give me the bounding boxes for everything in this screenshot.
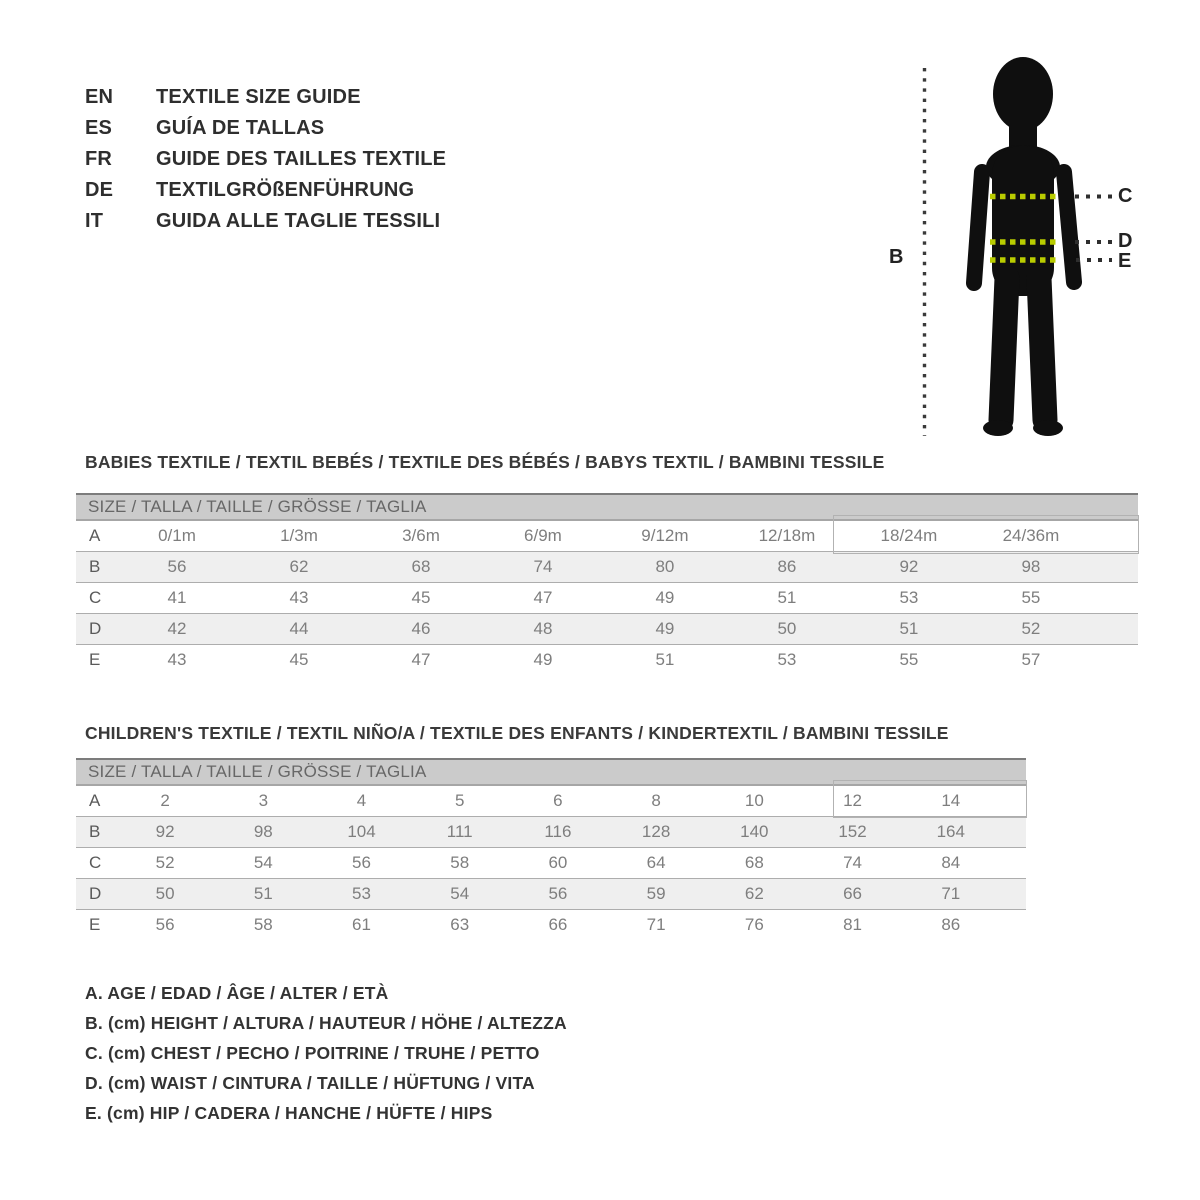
- size-cell: 63: [450, 915, 470, 934]
- size-cell: 56: [116, 552, 238, 583]
- size-cell: 50: [726, 614, 848, 645]
- language-label: GUIDA ALLE TAGLIE TESSILI: [156, 210, 441, 232]
- size-cell: 98: [214, 817, 312, 848]
- size-cell: 84: [941, 853, 961, 872]
- size-cell: 56: [155, 915, 175, 934]
- measurement-label-b: B: [889, 246, 904, 268]
- size-cell: 3/6m: [402, 526, 440, 545]
- language-row: [85, 113, 446, 144]
- table-row-c: [76, 583, 1138, 614]
- legend-line: B. (cm) HEIGHT / ALTURA / HAUTEUR / HÖHE / ALTEZZA: [85, 1013, 567, 1033]
- size-cell: 60: [548, 853, 568, 872]
- size-cell: 47: [533, 588, 553, 607]
- size-cell: 48: [482, 614, 604, 645]
- filler-cell: [1000, 879, 1026, 910]
- size-cell: 5: [454, 791, 465, 810]
- size-cell: 24/36m: [1002, 526, 1060, 545]
- size-cell: 140: [705, 817, 803, 848]
- filler-cell: [1000, 817, 1026, 848]
- size-cell: 54: [253, 853, 273, 872]
- row-label: B: [76, 817, 116, 848]
- legend-line: E. (cm) HIP / CADERA / HANCHE / HÜFTE / HIPS: [85, 1103, 493, 1123]
- size-cell: 42: [116, 614, 238, 645]
- size-cell: 14: [941, 791, 961, 810]
- size-cell: 98: [970, 552, 1092, 583]
- row-label: B: [76, 552, 116, 583]
- size-cell: 54: [411, 879, 509, 910]
- legend-line: D. (cm) WAIST / CINTURA / TAILLE / HÜFTUNG / VITA: [85, 1073, 535, 1093]
- size-cell: 55: [899, 650, 919, 669]
- size-cell: 56: [352, 853, 371, 872]
- size-cell: 52: [155, 853, 175, 872]
- row-label: C: [89, 853, 102, 872]
- size-cell: 56: [509, 879, 607, 910]
- size-cell: 62: [238, 552, 360, 583]
- filler-cell: [1000, 848, 1026, 879]
- size-cell: 71: [902, 879, 1000, 910]
- size-cell: 12/18m: [758, 526, 816, 545]
- size-cell: 49: [533, 650, 553, 669]
- child-silhouette-figure: [860, 40, 1200, 460]
- size-cell: 152: [803, 817, 901, 848]
- size-cell: 2: [160, 791, 170, 810]
- size-cell: 164: [902, 817, 1000, 848]
- size-cell: 18/24m: [880, 526, 938, 545]
- language-row: [85, 144, 446, 175]
- size-cell: 58: [450, 853, 470, 872]
- language-code: DE: [85, 179, 114, 201]
- size-cell: 116: [509, 817, 607, 848]
- children-size-highlight-box: [833, 780, 1027, 818]
- size-cell: 41: [167, 588, 187, 607]
- size-cell: 111: [411, 817, 509, 848]
- legend-line: A. AGE / EDAD / ÂGE / ALTER / ETÀ: [85, 983, 389, 1003]
- size-cell: 71: [646, 915, 666, 934]
- size-cell: 44: [238, 614, 360, 645]
- size-cell: 53: [312, 879, 410, 910]
- filler-cell: [1092, 645, 1138, 676]
- size-cell: 12: [843, 791, 862, 810]
- size-cell: 76: [744, 915, 764, 934]
- size-cell: 86: [941, 915, 961, 934]
- table-row-e: [76, 910, 1026, 941]
- size-cell: 43: [167, 650, 187, 669]
- size-cell: 3: [258, 791, 269, 810]
- table-row-d: [76, 614, 1138, 645]
- size-cell: 128: [607, 817, 705, 848]
- size-cell: 47: [411, 650, 431, 669]
- size-cell: 9/12m: [641, 526, 689, 545]
- child-silhouette-icon: [974, 57, 1074, 436]
- size-cell: 43: [289, 588, 309, 607]
- language-label: GUIDE DES TAILLES TEXTILE: [156, 148, 447, 170]
- size-cell: 6: [553, 791, 563, 810]
- size-cell: 53: [777, 650, 797, 669]
- size-cell: 50: [116, 879, 214, 910]
- size-cell: 68: [360, 552, 482, 583]
- size-cell: 66: [548, 915, 568, 934]
- language-code: ES: [85, 117, 113, 139]
- table-row-c: [76, 848, 1026, 879]
- language-row: [85, 206, 446, 237]
- size-cell: 51: [655, 650, 675, 669]
- filler-cell: [1092, 614, 1138, 645]
- table-row-b: [76, 552, 1138, 583]
- measurement-label-d: D: [1118, 230, 1133, 252]
- measurement-legend: [85, 978, 567, 1128]
- size-cell: 53: [899, 588, 919, 607]
- size-table-header: SIZE / TALLA / TAILLE / GRÖSSE / TAGLIA: [76, 759, 1026, 785]
- size-cell: 51: [848, 614, 970, 645]
- filler-cell: [1092, 583, 1138, 614]
- size-cell: 51: [777, 588, 797, 607]
- language-label: TEXTILE SIZE GUIDE: [156, 86, 361, 108]
- size-cell: 61: [352, 915, 371, 934]
- size-cell: 0/1m: [158, 526, 196, 545]
- legend-line: C. (cm) CHEST / PECHO / POITRINE / TRUHE / PETTO: [85, 1043, 540, 1063]
- size-cell: 81: [843, 915, 862, 934]
- row-label: D: [76, 879, 116, 910]
- size-cell: 45: [289, 650, 309, 669]
- row-label: A: [89, 526, 101, 545]
- size-cell: 80: [604, 552, 726, 583]
- language-row: [85, 175, 446, 206]
- size-cell: 92: [116, 817, 214, 848]
- size-cell: 74: [843, 853, 862, 872]
- measurement-label-e: E: [1118, 250, 1132, 272]
- row-label: E: [89, 650, 101, 669]
- size-cell: 4: [356, 791, 367, 810]
- size-cell: 49: [655, 588, 675, 607]
- table-row-b: [76, 817, 1026, 848]
- children-table-title: CHILDREN'S TEXTILE / TEXTIL NIÑO/A / TEXTILE DES ENFANTS / KINDERTEXTIL / BAMBINI TESSILE: [85, 723, 949, 743]
- row-label: D: [76, 614, 116, 645]
- size-cell: 68: [744, 853, 764, 872]
- language-code: IT: [85, 210, 104, 232]
- size-cell: 52: [970, 614, 1092, 645]
- language-row: [85, 82, 446, 113]
- size-cell: 86: [726, 552, 848, 583]
- size-cell: 1/3m: [280, 526, 318, 545]
- row-label: E: [89, 915, 101, 934]
- size-cell: 62: [705, 879, 803, 910]
- measurement-label-c: C: [1118, 185, 1133, 207]
- size-cell: 55: [1021, 588, 1041, 607]
- size-table-header: SIZE / TALLA / TAILLE / GRÖSSE / TAGLIA: [76, 494, 1138, 520]
- filler-cell: [1092, 552, 1138, 583]
- babies-table-title: BABIES TEXTILE / TEXTIL BEBÉS / TEXTILE DES BÉBÉS / BABYS TEXTIL / BAMBINI TESSILE: [85, 452, 885, 472]
- size-cell: 74: [482, 552, 604, 583]
- table-row-e: [76, 645, 1138, 676]
- size-cell: 45: [411, 588, 431, 607]
- size-cell: 59: [607, 879, 705, 910]
- size-cell: 49: [604, 614, 726, 645]
- language-label: GUÍA DE TALLAS: [156, 117, 325, 139]
- language-list: [85, 82, 446, 237]
- language-code: FR: [85, 148, 113, 170]
- filler-cell: [1000, 910, 1026, 941]
- size-cell: 57: [1021, 650, 1041, 669]
- language-label: TEXTILGRÖßENFÜHRUNG: [156, 179, 415, 201]
- row-label: A: [89, 791, 101, 810]
- row-label: C: [89, 588, 102, 607]
- table-row-d: [76, 879, 1026, 910]
- size-cell: 51: [214, 879, 312, 910]
- babies-size-highlight-box: [833, 515, 1139, 554]
- language-code: EN: [85, 86, 114, 108]
- size-cell: 104: [312, 817, 410, 848]
- size-cell: 6/9m: [524, 526, 562, 545]
- size-cell: 92: [848, 552, 970, 583]
- size-cell: 10: [744, 791, 764, 810]
- size-cell: 46: [360, 614, 482, 645]
- size-cell: 8: [651, 791, 661, 810]
- size-cell: 66: [803, 879, 901, 910]
- size-cell: 58: [253, 915, 273, 934]
- size-cell: 64: [646, 853, 666, 872]
